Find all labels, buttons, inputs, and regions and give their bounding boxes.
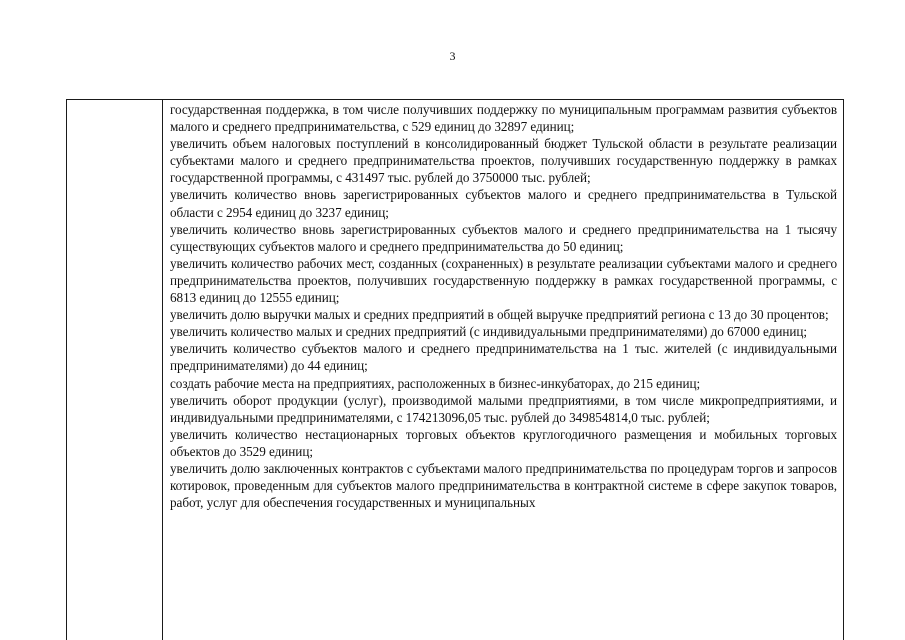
paragraph-product-turnover: увеличить оборот продукции (услуг), производимой малыми предприятиями, в том числе микропредприятиями, и индивидуальными предпринимателями, с 174213096,05 тыс. рублей до 349854814,0 тыс. рублей; — [170, 392, 837, 425]
paragraph-jobs-created: увеличить количество рабочих мест, созданных (сохраненных) в результате реализации субъектами малого и среднего предпринимательства проектов, получивших государственную поддержку в рамках государственной программы, с 6813 единиц до 12555 единиц; — [170, 255, 837, 306]
paragraph-new-entities-per-thousand: увеличить количество вновь зарегистрированных субъектов малого и среднего предпринимательства на 1 тысячу существующих субъектов малого и среднего предпринимательства до 50 единиц; — [170, 221, 837, 254]
paragraph-retail-objects: увеличить количество нестационарных торговых объектов круглогодичного размещения и мобильных торговых объектов до 3529 единиц; — [170, 426, 837, 459]
document-table — [66, 99, 844, 640]
paragraph-incubator-jobs: создать рабочие места на предприятиях, расположенных в бизнес-инкубаторах, до 215 единиц; — [170, 375, 701, 391]
paragraph-new-registered-entities: увеличить количество вновь зарегистрированных субъектов малого и среднего предпринимательства в Тульской области с 2954 единиц до 3237 единиц; — [170, 187, 837, 220]
paragraph-entities-per-thousand-residents: увеличить количество субъектов малого и среднего предпринимательства на 1 тыс. жителей (с индивидуальными предпринимателями) до 44 единиц; — [170, 341, 837, 374]
paragraph-revenue-share: увеличить долю выручки малых и средних предприятий в общей выручке предприятий региона с 13 до 30 процентов; — [170, 307, 829, 323]
paragraph-enterprise-count: увеличить количество малых и средних предприятий (с индивидуальными предпринимателями) до 67000 единиц; — [170, 324, 807, 340]
paragraph-support-programs: государственная поддержка, в том числе получивших поддержку по муниципальным программам развития субъектов малого и среднего предпринимательства, с 529 единиц до 32897 единиц; — [170, 102, 837, 135]
page-number: 3 — [449, 49, 456, 63]
table-right-cell — [163, 100, 843, 640]
paragraph-tax-revenue: увеличить объем налоговых поступлений в консолидированный бюджет Тульской области в результате реализации субъектами малого и среднего предпринимательства проектов, получивших государственную поддержку в рамках государственной программы, с 431497 тыс. рублей до 3750000 тыс. рублей; — [170, 136, 837, 186]
table-left-cell — [67, 100, 163, 640]
paragraph-contracts-share: увеличить долю заключенных контрактов с субъектами малого предпринимательства по процедурам торгов и запросов котировок, проведенным для субъектов малого предпринимательства в контрактной системе в сфере закупок товаров, работ, услуг для обеспечения государственных и муниципальных — [170, 460, 837, 511]
